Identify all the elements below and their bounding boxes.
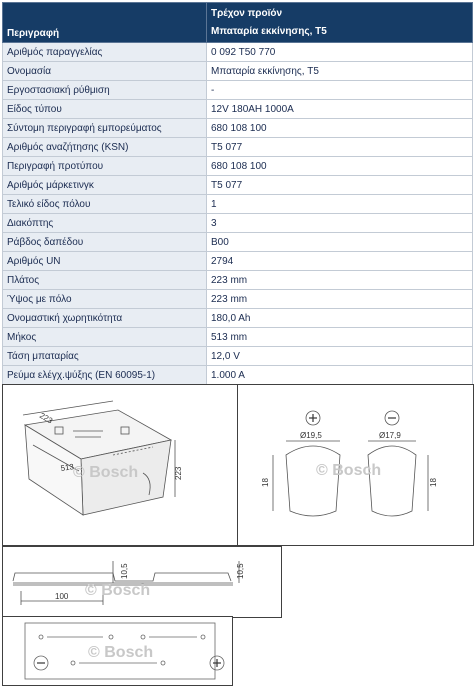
spec-row	[3, 309, 473, 328]
watermark-layout: © Bosch	[88, 644, 154, 661]
terminal-layout-panel	[2, 616, 233, 686]
spec-label: Αριθμός αναζήτησης (KSN)	[3, 138, 207, 157]
spec-row	[3, 290, 473, 309]
spec-label: Αριθμός μάρκετινγκ	[3, 176, 207, 195]
spec-table	[2, 2, 473, 385]
spec-value: 680 108 100	[207, 157, 473, 176]
spec-label: Αριθμός UN	[3, 252, 207, 271]
spec-label: Ύψος με πόλο	[3, 290, 207, 309]
terminal-poles-panel	[237, 384, 474, 546]
base-rail-drawing	[3, 547, 281, 617]
terminal-layout-drawing	[3, 617, 232, 685]
spec-value: Μπαταρία εκκίνησης, T5	[207, 62, 473, 81]
spec-row	[3, 62, 473, 81]
base-rail-panel	[2, 546, 282, 618]
spec-row	[3, 43, 473, 62]
spec-value: 180,0 Ah	[207, 309, 473, 328]
header-current-product	[207, 3, 473, 43]
spec-label: Εργοστασιακή ρύθμιση	[3, 81, 207, 100]
rail-width-label: 100	[55, 592, 69, 601]
spec-label: Ονομαστική χωρητικότητα	[3, 309, 207, 328]
spec-row	[3, 195, 473, 214]
spec-value: 1.000 A	[207, 366, 473, 385]
spec-label: Τελικό είδος πόλου	[3, 195, 207, 214]
spec-row	[3, 271, 473, 290]
spec-value: 0 092 T50 770	[207, 43, 473, 62]
spec-row	[3, 252, 473, 271]
spec-value: 12V 180AH 1000A	[207, 100, 473, 119]
plus-diameter-label: Ø19,5	[300, 431, 322, 440]
spec-label: Διακόπτης	[3, 214, 207, 233]
spec-label: Αριθμός παραγγελίας	[3, 43, 207, 62]
spec-label: Ρεύμα ελέγχ.ψύξης (EN 60095-1)	[3, 366, 207, 385]
spec-row	[3, 176, 473, 195]
spec-label: Ονομασία	[3, 62, 207, 81]
spec-row	[3, 214, 473, 233]
spec-row	[3, 328, 473, 347]
spec-label: Μήκος	[3, 328, 207, 347]
dim-length-label: 513	[60, 462, 75, 473]
spec-label: Είδος τύπου	[3, 100, 207, 119]
spec-value: 3	[207, 214, 473, 233]
watermark-rail: © Bosch	[85, 582, 151, 599]
spec-value: 513 mm	[207, 328, 473, 347]
battery-drawing	[3, 385, 238, 545]
spec-value: B00	[207, 233, 473, 252]
spec-label: Ράβδος δαπέδου	[3, 233, 207, 252]
minus-pole-height-label: 18	[429, 478, 438, 487]
rail-height-label-left: 10,5	[120, 563, 129, 579]
header-current-product-line1: Τρέχον προϊόν	[211, 8, 283, 19]
spec-row	[3, 119, 473, 138]
spec-label: Πλάτος	[3, 271, 207, 290]
table-header	[3, 3, 473, 43]
spec-row	[3, 157, 473, 176]
spec-value: 223 mm	[207, 290, 473, 309]
spec-row	[3, 81, 473, 100]
spec-row	[3, 100, 473, 119]
spec-value: 2794	[207, 252, 473, 271]
spec-value: 680 108 100	[207, 119, 473, 138]
rail-height-label-right: 10,5	[236, 563, 245, 579]
spec-value: 1	[207, 195, 473, 214]
spec-row	[3, 347, 473, 366]
plus-pole-height-label: 18	[261, 478, 270, 487]
spec-row	[3, 138, 473, 157]
dim-height-label: 223	[174, 466, 183, 480]
watermark-poles: © Bosch	[316, 462, 382, 479]
spec-value: -	[207, 81, 473, 100]
watermark-battery: © Bosch	[73, 464, 139, 481]
minus-diameter-label: Ø17,9	[379, 431, 401, 440]
spec-label: Τάση μπαταρίας	[3, 347, 207, 366]
battery-drawing-panel	[2, 384, 239, 546]
spec-value: T5 077	[207, 176, 473, 195]
dim-width-label: 223	[38, 410, 55, 426]
spec-label: Περιγραφή προτύπου	[3, 157, 207, 176]
spec-rows	[3, 43, 473, 385]
header-description: Περιγραφή	[3, 3, 207, 43]
spec-value: T5 077	[207, 138, 473, 157]
spec-row	[3, 366, 473, 385]
terminal-drawing	[238, 385, 473, 545]
header-current-product-line2: Μπαταρία εκκίνησης, T5	[211, 26, 327, 37]
spec-row	[3, 233, 473, 252]
spec-value: 12,0 V	[207, 347, 473, 366]
spec-value: 223 mm	[207, 271, 473, 290]
spec-label: Σύντομη περιγραφή εμπορεύματος	[3, 119, 207, 138]
